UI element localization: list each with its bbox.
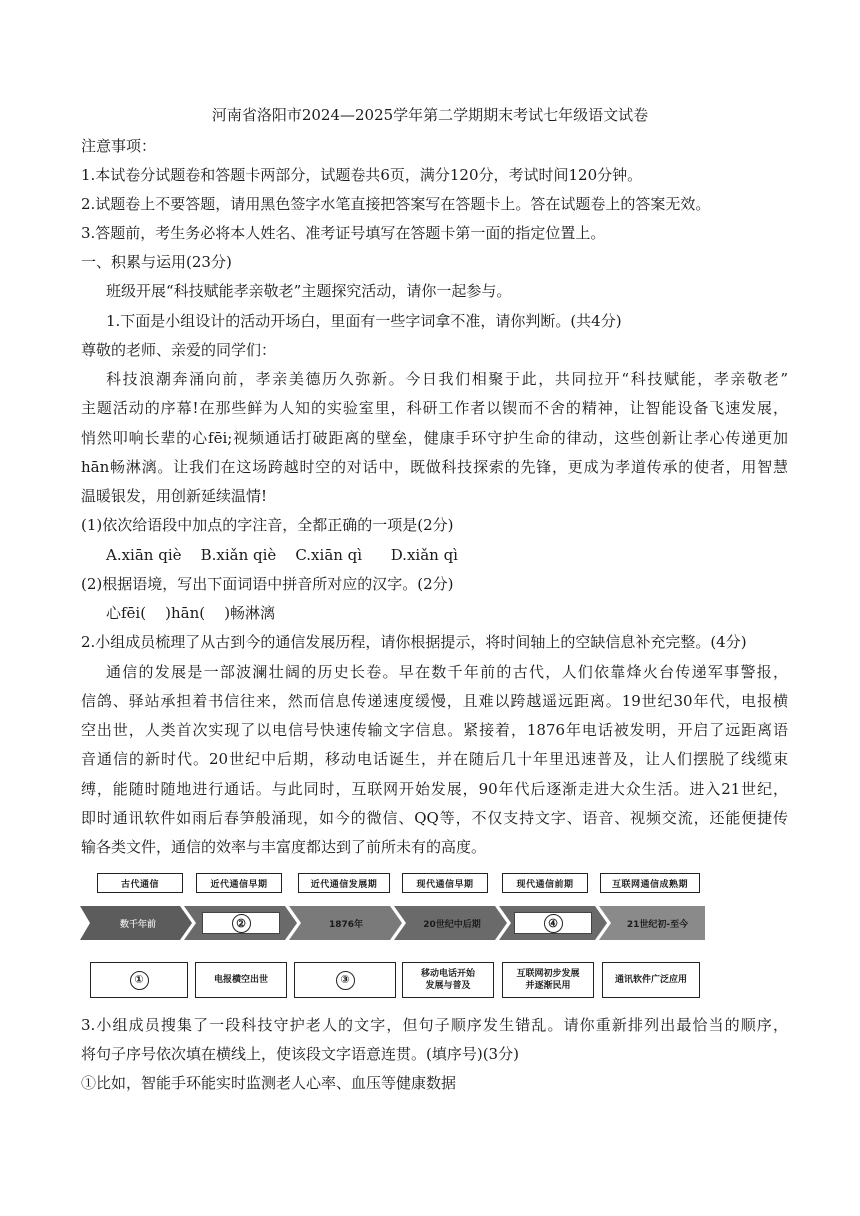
circled-number: ①	[130, 971, 149, 990]
q2-para-line: 空出世，人类首次实现了以电信号快速传输文字信息。紧接着，1876年电话被发明，开启了远距离语	[81, 721, 788, 739]
question-3-stem: 将句子序号依次填在横线上，使该段文字语意连贯。(填序号)(3分)	[81, 1045, 519, 1063]
q2-para-line: 信鸽、驿站承担着书信往来，然而信息传递速度缓慢，且难以跨越遥远距离。19世纪30年代，电报横	[81, 692, 788, 710]
circled-number: ③	[336, 971, 355, 990]
q2-para-line: 输各类文件，通信的效率与丰富度都达到了前所未有的高度。	[81, 838, 487, 856]
q2-para-line: 即时通讯软件如雨后春笋般涌现，如今的微信、QQ等，不仅支持文字、语音、视频交流，还能便捷传	[81, 809, 788, 827]
q1-para-line: 科技浪潮奔涌向前，孝亲美德历久弥新。今日我们相聚于此，共同拉开“科技赋能，孝亲敬老”	[106, 370, 788, 388]
timeline-event: 移动电话开始 发展与普及	[402, 962, 494, 998]
notes-heading: 注意事项：	[81, 137, 157, 155]
q1-para-line: 悄然叩响长辈的心fēi;视频通话打破距离的壁垒，健康手环守护生命的律动，这些创新让孝心传递更加	[81, 429, 788, 447]
circled-number: ②	[232, 914, 251, 933]
timeline-blank-4	[514, 912, 592, 934]
q2-para-line: 音通信的新时代。20世纪中后期，移动电话诞生，并在随后几十年里迅速普及，让人们摆脱了线缆束	[81, 750, 788, 768]
note-1: 1.本试卷分试题卷和答题卡两部分，试题卷共6页，满分120分，考试时间120分钟。	[81, 166, 643, 184]
timeline-period: 近代通信早期	[196, 873, 282, 893]
timeline-period: 古代通信	[97, 873, 183, 893]
timeline-period: 现代通信早期	[402, 873, 488, 893]
question-1-sub-1: (1)依次给语段中加点的字注音，全都正确的一项是(2分)	[81, 516, 454, 534]
q2-para-line: 通信的发展是一部波澜壮阔的历史长卷。早在数千年前的古代，人们依靠烽火台传递军事警报，	[106, 663, 788, 681]
timeline-event: 互联网初步发展 并逐渐民用	[502, 962, 594, 998]
q2-para-line: 缚，能随时随地进行通话。与此同时，互联网开始发展，90年代后逐渐走进大众生活。进入21世纪，	[81, 780, 788, 798]
timeline-time: 20世纪中后期	[423, 919, 481, 930]
timeline-blank-1	[90, 962, 188, 998]
timeline-blank-2	[202, 912, 280, 934]
q1-para-line: 主题活动的序幕!在那些鲜为人知的实验室里，科研工作者以锲而不舍的精神，让智能设备飞速发展，	[81, 399, 788, 417]
note-2: 2.试题卷上不要答题，请用黑色签字水笔直接把答案写在答题卡上。答在试题卷上的答案无效。	[81, 195, 711, 213]
greeting: 尊敬的老师、亲爱的同学们：	[81, 341, 277, 359]
timeline-time: 21世纪初-至今	[626, 919, 689, 930]
section-heading: 一、积累与运用(23分)	[81, 253, 232, 271]
timeline-period: 现代通信前期	[502, 873, 588, 893]
timeline-event: 通讯软件广泛应用	[602, 962, 700, 998]
q1-para-line: hān畅淋漓。让我们在这场跨越时空的对话中，既做科技探索的先锋，更成为孝道传承的使者，用智慧	[81, 458, 788, 476]
question-2-stem: 2.小组成员梳理了从古到今的通信发展历程，请你根据提示，将时间轴上的空缺信息补充完整。(4分)	[81, 633, 747, 651]
communication-timeline	[80, 868, 705, 1004]
timeline-time: 1876年	[328, 919, 364, 930]
timeline-event: 电报横空出世	[195, 962, 287, 998]
question-3-stem: 3.小组成员搜集了一段科技守护老人的文字，但句子顺序发生错乱。请你重新排列出最恰当的顺序，	[81, 1016, 788, 1034]
activity-intro: 班级开展“科技赋能孝亲敬老”主题探究活动，请你一起参与。	[106, 282, 512, 300]
question-1-options: A.xiān qiè B.xiǎn qiè C.xiān qì D.xiǎn qì	[106, 546, 458, 564]
question-1-stem: 1.下面是小组设计的活动开场白，里面有一些字词拿不准，请你判断。(共4分)	[106, 312, 622, 330]
timeline-arrow-band	[80, 906, 705, 940]
question-1-blanks: 心fēi( )hān( )畅淋漓	[106, 604, 276, 622]
timeline-blank-3	[294, 962, 396, 998]
timeline-period: 近代通信发展期	[298, 873, 390, 893]
circled-number: ④	[544, 914, 563, 933]
timeline-time: 数千年前	[119, 919, 156, 930]
timeline-period: 互联网通信成熟期	[600, 873, 700, 893]
question-1-sub-2: (2)根据语境，写出下面词语中拼音所对应的汉字。(2分)	[81, 575, 454, 593]
q1-para-line: 温暖银发，用创新延续温情!	[81, 487, 268, 505]
page-title: 河南省洛阳市2024—2025学年第二学期期末考试七年级语文试卷	[211, 106, 649, 124]
question-3-item-1: ①比如，智能手环能实时监测老人心率、血压等健康数据	[81, 1074, 457, 1092]
note-3: 3.答题前，考生务必将本人姓名、准考证号填写在答题卡第一面的指定位置上。	[81, 224, 606, 242]
